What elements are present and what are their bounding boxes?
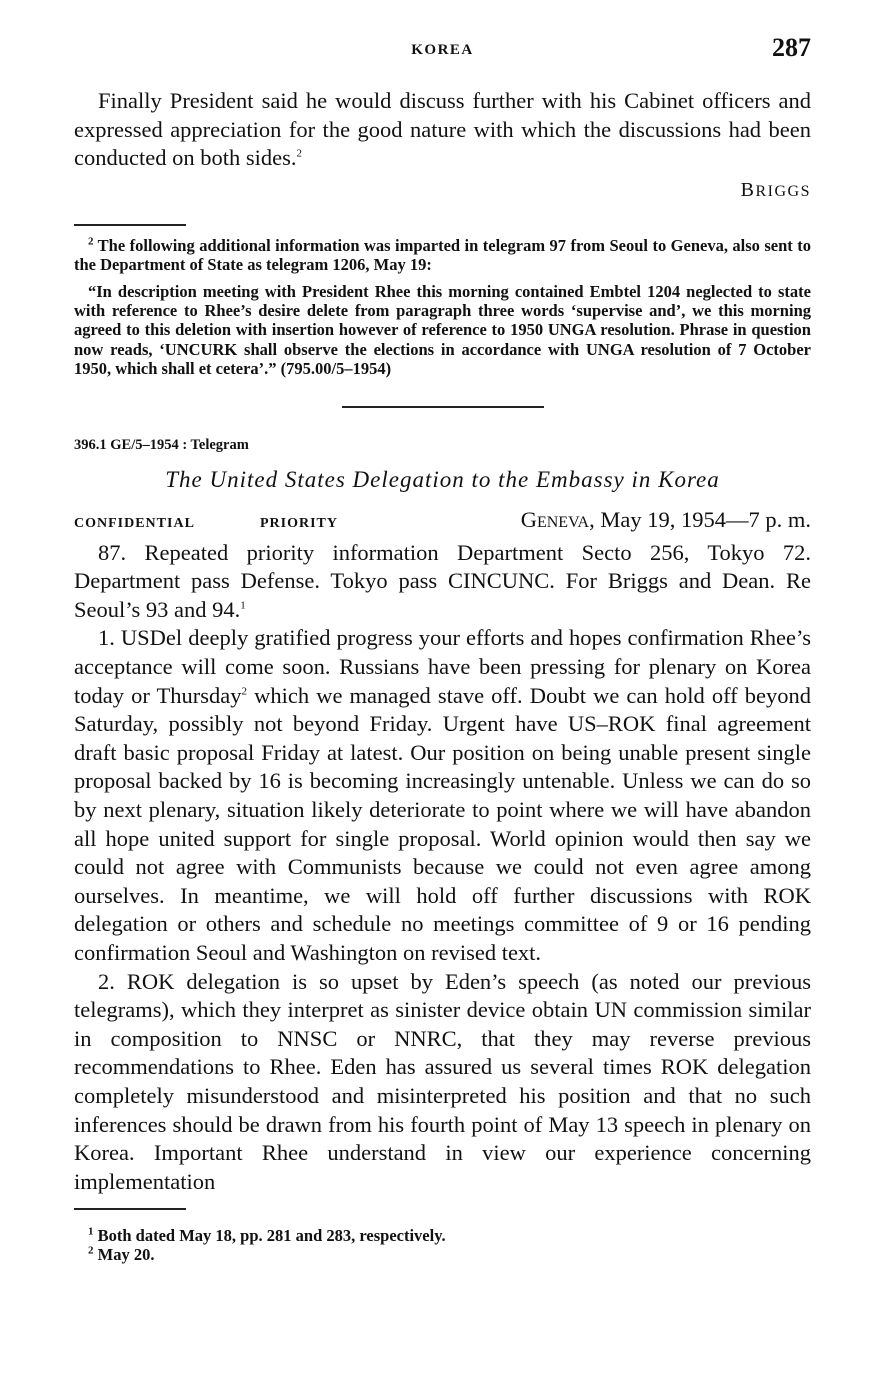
footnote-2 [74, 236, 811, 275]
paragraph-87-text: 87. Repeated priority information Department Secto 256, Tokyo 72. Department pass Defense. Tokyo pass CINCUNC. For Briggs and Dean. Re Seoul’s 93 and 94. [74, 539, 811, 622]
footnote-rule [74, 224, 186, 226]
footnote-reference: 1 [240, 599, 246, 612]
closing-paragraph [74, 87, 811, 173]
footnote-1 [88, 1226, 811, 1245]
page-header [74, 0, 811, 62]
footnote-1-text: Both dated May 18, pp. 281 and 283, respectively. [97, 1226, 446, 1246]
priority-label: PRIORITY [260, 515, 339, 531]
paragraph-1-text-continued: which we managed stave off. Doubt we can hold off beyond Saturday, possibly not beyond Friday. Urgent have US–ROK final agreement draft basic proposal Friday at latest. Our position on being unable present single proposal backed by 16 is becoming increasingly untenable. Unless we can do so by next plenary, situation likely deteriorate to point where we will have abandon all hope united support for single proposal. World opinion would then say we could not agree with Communists because we could not even agree among ourselves. In meantime, we will hold off further discussions with ROK delegation or others and schedule no meetings committee of 9 or 16 pending confirmation Seoul and Washington on revised text. [74, 682, 811, 965]
footnote-2-quote: “In description meeting with President Rhee this morning contained Embtel 1204 neglected to state with reference to Rhee’s desire delete from paragraph three words ‘supervise and’, we this morning agreed to this deletion with insertion however of reference to 1950 UNGA resolution. Phrase in question now reads, ‘UNCURK shall observe the elections in accordance with UNGA resolution of 7 October 1950, which shall et cetera’.” (795.00/5–1954) [74, 281, 811, 379]
footnote-reference: 2 [296, 147, 302, 160]
place-date [521, 507, 811, 533]
paragraph-1-text: 1. USDel deeply gratified progress your efforts and hopes confirmation Rhee’s acceptance will come soon. Russians have been pressing for plenary on Korea today or Thursday [74, 625, 811, 708]
paragraph-1 [74, 624, 811, 967]
footnote-mark: 2 [88, 1244, 94, 1257]
paragraph-87 [74, 539, 811, 625]
footnote-2-bottom [88, 1245, 811, 1264]
date: May 19, 1954—7 p. m. [594, 506, 811, 532]
footnote-2-bottom-text: May 20. [97, 1245, 155, 1265]
page-number: 287 [772, 33, 811, 62]
file-reference: 396.1 GE/5–1954 : Telegram [74, 436, 249, 453]
dateline [74, 507, 811, 533]
section-separator [342, 406, 544, 408]
footnote-2-text: The following additional information was imparted in telegram 97 from Seoul to Geneva, also sent to the Department of State as telegram 1206, May 19: [74, 235, 811, 275]
signature-rest: RIGGS [755, 182, 811, 200]
footnote-rule [74, 1208, 186, 1210]
document-page [74, 0, 811, 1264]
place: Geneva, [520, 506, 595, 532]
classification-label: CONFIDENTIAL [74, 515, 195, 531]
signature-initial: B [740, 178, 756, 201]
footnote-mark: 2 [88, 235, 94, 248]
footnote-mark: 1 [88, 1225, 94, 1238]
closing-paragraph-text: Finally President said he would discuss further with his Cabinet officers and expressed appreciation for the good nature with which the discussions had been conducted on both sides. [74, 88, 811, 171]
paragraph-2: 2. ROK delegation is so upset by Eden’s speech (as noted our previous telegrams), which they interpret as sinister device obtain UN commission similar in composition to NNSC or NNRC, that they may reverse previous recommendations to Rhee. Eden has assured us several times ROK delegation completely misunderstood and misinterpreted his position and that no such inferences should be drawn from his fourth point of May 13 speech in plenary on Korea. Important Rhee understand in view our experience concerning implementation [74, 968, 811, 1194]
document-title: The United States Delegation to the Embassy in Korea [165, 466, 720, 492]
running-head: KOREA [411, 42, 474, 58]
signature [74, 179, 811, 202]
footnote-reference: 2 [241, 685, 248, 698]
